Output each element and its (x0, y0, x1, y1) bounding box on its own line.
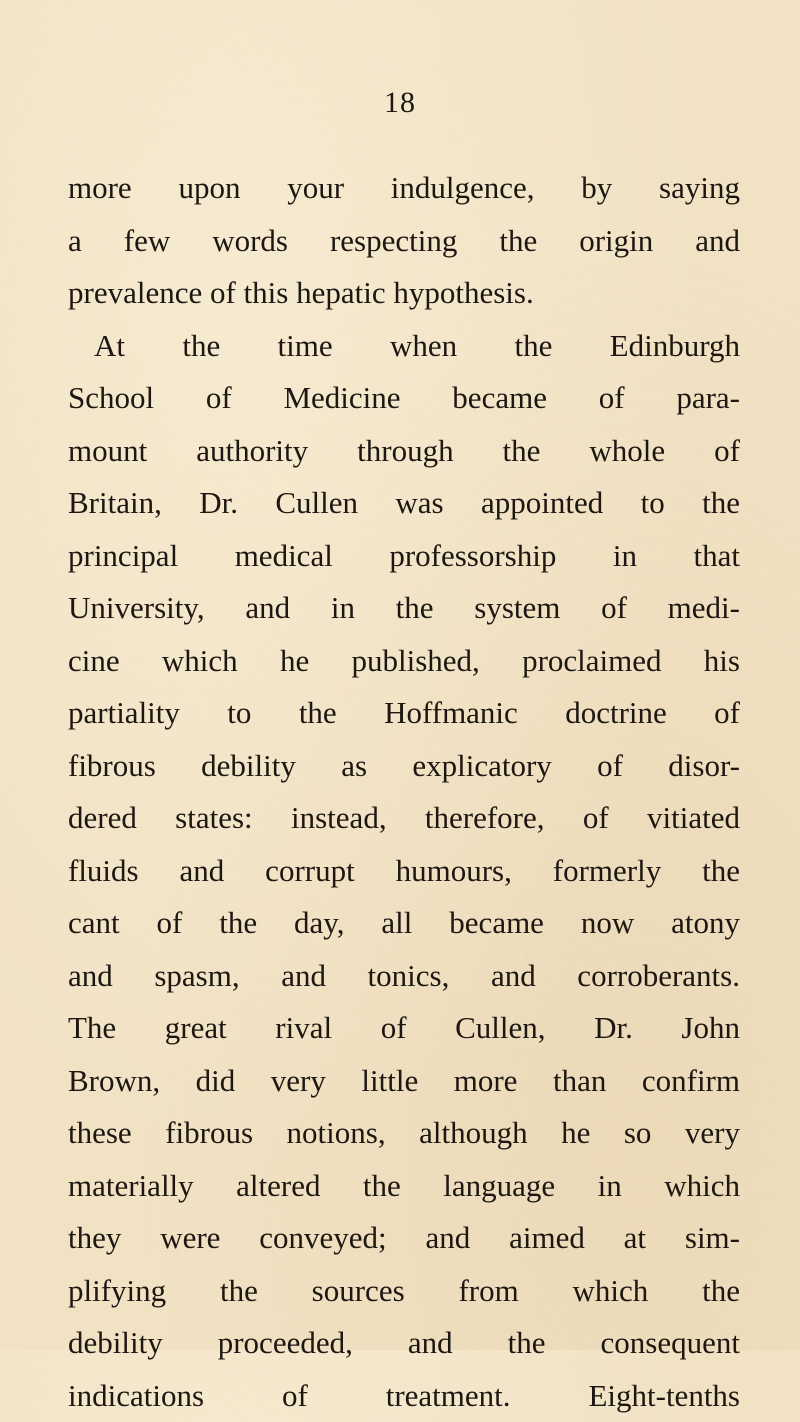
text-line: these fibrous notions, although he so very (68, 1107, 740, 1160)
text-line: principal medical professorship in that (68, 530, 740, 583)
text-line: The great rival of Cullen, Dr. John (68, 1002, 740, 1055)
text-line: Britain, Dr. Cullen was appointed to the (68, 477, 740, 530)
text-line: fibrous debility as explicatory of disor- (68, 740, 740, 793)
text-line: a few words respecting the origin and (68, 215, 740, 268)
text-line: they were conveyed; and aimed at sim- (68, 1212, 740, 1265)
text-line: prevalence of this hepatic hypothesis. (68, 267, 740, 320)
text-line: mount authority through the whole of (68, 425, 740, 478)
text-line: University, and in the system of medi- (68, 582, 740, 635)
paragraph-start-line: At the time when the Edinburgh (68, 320, 740, 373)
text-line: indications of treatment. Eight-tenths (68, 1370, 740, 1422)
text-line: debility proceeded, and the consequent (68, 1317, 740, 1370)
page-number: 18 (0, 86, 800, 120)
text-line: and spasm, and tonics, and corroberants. (68, 950, 740, 1003)
body-text (68, 162, 740, 1422)
text-line: fluids and corrupt humours, formerly the (68, 845, 740, 898)
text-line: materially altered the language in which (68, 1160, 740, 1213)
text-line: plifying the sources from which the (68, 1265, 740, 1318)
text-line: more upon your indulgence, by saying (68, 162, 740, 215)
text-line: cine which he published, proclaimed his (68, 635, 740, 688)
text-line: partiality to the Hoffmanic doctrine of (68, 687, 740, 740)
text-line: cant of the day, all became now atony (68, 897, 740, 950)
text-line: School of Medicine became of para- (68, 372, 740, 425)
text-line: Brown, did very little more than confirm (68, 1055, 740, 1108)
text-line: dered states: instead, therefore, of vitiated (68, 792, 740, 845)
